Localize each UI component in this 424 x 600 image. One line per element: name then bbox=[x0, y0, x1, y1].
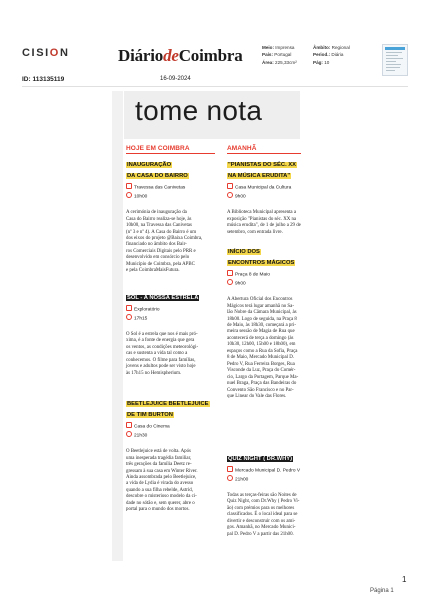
meta-row bbox=[313, 51, 350, 58]
venue-row bbox=[126, 422, 218, 431]
body-line: descobre o misterioso modelo da ci- bbox=[126, 494, 197, 500]
article-info bbox=[126, 305, 218, 323]
body-line: e pela CoimbraMaisFutura. bbox=[126, 268, 180, 274]
article-body bbox=[126, 449, 218, 514]
map-pin-icon bbox=[126, 305, 132, 311]
article-info bbox=[227, 466, 313, 484]
body-line: uma inesperada tragédia familiar, bbox=[126, 455, 192, 461]
meta-row bbox=[313, 59, 350, 66]
venue-text: Casa do Cinema bbox=[134, 424, 170, 430]
clock-icon bbox=[227, 475, 233, 481]
section-rule-right bbox=[227, 153, 301, 154]
body-line: Quiz Night, com Dr.Why ( Pedro Vi- bbox=[227, 499, 300, 505]
page-sideband bbox=[112, 91, 123, 561]
meta-row bbox=[313, 44, 350, 51]
article-body bbox=[227, 210, 313, 236]
headline-line: ENCONTROS MÁGICOS bbox=[228, 260, 295, 267]
article-info bbox=[126, 183, 218, 201]
body-line: Mágicos terá lugar amanhã no Sa- bbox=[227, 303, 294, 309]
article-headline bbox=[126, 397, 226, 419]
clock-icon bbox=[227, 279, 233, 285]
meta-key: Pág: bbox=[313, 59, 323, 65]
page-title: tome nota bbox=[135, 95, 263, 126]
body-line: O Sol é a estrela que nos é mais pró- bbox=[126, 332, 198, 338]
body-line: meira sessão de Magia de Rua que bbox=[227, 329, 295, 335]
time-row bbox=[227, 279, 313, 288]
time-text: 21h30 bbox=[134, 433, 148, 439]
time-row bbox=[227, 475, 313, 484]
meta-right bbox=[313, 44, 350, 66]
meta-value: Portugal bbox=[274, 52, 292, 58]
article-info bbox=[126, 422, 218, 440]
meta-value: Regional bbox=[331, 45, 350, 50]
newspaper-masthead bbox=[118, 46, 243, 66]
meta-key: Meio: bbox=[262, 45, 274, 50]
body-line: às 17h15 no Hemispherium. bbox=[126, 370, 182, 376]
masthead-part-b: Coimbra bbox=[178, 46, 243, 65]
body-line: três gerações da família Deetz re- bbox=[126, 462, 192, 468]
meta-value: 225,33cm² bbox=[275, 59, 297, 65]
body-line: dade no sótão e, sem querer, abre o bbox=[126, 500, 195, 506]
page-thumbnail bbox=[382, 44, 408, 76]
headline-line: INAUGURAÇÃO bbox=[127, 162, 172, 168]
headline-line: DA CASA DO BAIRRO bbox=[127, 173, 188, 180]
time-row bbox=[126, 192, 218, 201]
right-article-1 bbox=[227, 158, 313, 236]
publication-date: 16-09-2024 bbox=[160, 76, 191, 82]
time-text: 9h00 bbox=[235, 281, 246, 287]
section-rule-left bbox=[126, 153, 215, 154]
venue-text: Praça 8 de Maio bbox=[235, 272, 270, 278]
headline-line: BEETLEJUICE BEETLEJUICE bbox=[127, 401, 209, 407]
body-line: acontecerá de terça a domingo (às bbox=[227, 335, 294, 341]
meta-key: País: bbox=[262, 52, 273, 58]
cision-logo-o: O bbox=[49, 47, 60, 59]
meta-key: Área: bbox=[262, 59, 274, 65]
article-body bbox=[126, 332, 218, 377]
body-line: cio, Largo da Portagem, Parque Ma- bbox=[227, 374, 299, 380]
clip-id: ID: 113135119 bbox=[22, 76, 65, 83]
article-info bbox=[227, 183, 313, 201]
right-article-2 bbox=[227, 245, 313, 400]
body-line: 10h00, na Travessa das Canivetas bbox=[126, 223, 192, 229]
body-line: setembro, com entrada livre. bbox=[227, 229, 283, 235]
body-line: Casa do Bairro realiza-se hoje, às bbox=[126, 216, 192, 222]
headline-line: INÍCIO DOS bbox=[228, 249, 260, 255]
map-pin-icon bbox=[227, 183, 233, 189]
body-line: desenvolvido em consórcio pelo bbox=[126, 255, 190, 261]
body-line: nuel Braga, Praça das Bandeiras do bbox=[227, 381, 297, 387]
time-text: 10h00 bbox=[134, 194, 148, 200]
headline-line: "PIANISTAS DO SÉC. XX bbox=[228, 162, 297, 168]
article-body bbox=[227, 297, 313, 400]
body-line: gressam à sua casa em Winter River. bbox=[126, 468, 198, 474]
headline-line: SOL - A NOSSA ESTRELA bbox=[127, 295, 199, 301]
masthead-part-a: Diário bbox=[118, 46, 164, 65]
footer-page-number: 1 bbox=[402, 575, 407, 584]
cision-logo-part-a: CISI bbox=[22, 47, 50, 59]
time-text: 17h15 bbox=[134, 316, 148, 322]
map-pin-icon bbox=[227, 270, 233, 276]
left-article-2 bbox=[126, 291, 218, 377]
body-line: portal para o mundo dos mortos. bbox=[126, 507, 190, 513]
cision-logo bbox=[22, 47, 70, 59]
body-line: Município de Coimbra, pela APBC bbox=[126, 261, 195, 267]
venue-row bbox=[227, 183, 313, 192]
body-line: música erudita", de 1 de julho a 29 de bbox=[227, 223, 301, 229]
section-title-amanha: AMANHÃ bbox=[227, 145, 257, 152]
body-line: quando a sua filha rebelde, Astrid, bbox=[126, 487, 193, 493]
body-line: 8 de Maio, Mercado Municipal D. bbox=[227, 355, 294, 361]
left-article-1 bbox=[126, 158, 218, 275]
venue-text: Mercado Municipal D. Pedro V bbox=[235, 468, 301, 474]
body-line: classificados. É o local ideal para se bbox=[227, 512, 298, 518]
venue-text: Travessa das Canivetas bbox=[134, 185, 186, 191]
body-line: A cerimónia de inauguração da bbox=[126, 210, 187, 216]
article-body bbox=[227, 493, 313, 538]
venue-text: Exploratório bbox=[134, 307, 160, 313]
meta-value: 10 bbox=[324, 59, 330, 65]
article-info bbox=[227, 270, 313, 288]
venue-row bbox=[227, 270, 313, 279]
venue-row bbox=[126, 183, 218, 192]
clock-icon bbox=[126, 314, 132, 320]
time-row bbox=[227, 192, 313, 201]
meta-key: Period.: bbox=[313, 52, 331, 58]
body-line: Ainda assombrada pelo Beetlejuice, bbox=[126, 475, 197, 481]
article-body bbox=[126, 210, 218, 275]
venue-row bbox=[227, 466, 313, 475]
body-line: 10h30, 12h00, 15h00 e 18h00), em bbox=[227, 342, 296, 348]
article-headline bbox=[126, 291, 226, 302]
body-line: ros Comerciais Digitais pelo PRR e bbox=[126, 248, 196, 254]
headline-line: NA MÚSICA ERUDITA" bbox=[228, 173, 291, 180]
map-pin-icon bbox=[126, 422, 132, 428]
article-headline bbox=[227, 245, 327, 267]
time-text: 21h00 bbox=[235, 477, 249, 483]
body-line: conhecemos. O filme para famílias, bbox=[126, 357, 196, 363]
body-line: espaços como a Rua da Sofia, Praça bbox=[227, 348, 298, 354]
body-line: ão) com prémios para os melhores bbox=[227, 505, 295, 511]
time-row bbox=[126, 431, 218, 440]
cision-logo-part-b: N bbox=[59, 47, 70, 59]
body-line: Todas as terças-feiras são Noites de bbox=[227, 493, 297, 499]
body-line: dos eixos do projeto @Baixa Coimbra, bbox=[126, 236, 203, 242]
meta-left bbox=[262, 44, 297, 66]
body-line: Convento São Francisco e no Par- bbox=[227, 387, 294, 393]
article-headline bbox=[126, 158, 226, 180]
meta-row bbox=[262, 59, 297, 66]
meta-key: Âmbito: bbox=[313, 45, 331, 50]
headline-line: QUIZ NIGHT ( DR.WHY) bbox=[228, 456, 293, 462]
body-line: A Biblioteca Municipal apresenta a bbox=[227, 210, 296, 216]
left-article-3 bbox=[126, 397, 218, 514]
body-line: exposição "Pianistas do séc. XX na bbox=[227, 216, 297, 222]
venue-text: Casa Municipal da Cultura bbox=[235, 185, 292, 191]
headline-line: DE TIM BURTON bbox=[127, 412, 173, 419]
body-line: que Linear do Vale das Flores. bbox=[227, 394, 287, 400]
masthead-de: de bbox=[163, 46, 179, 65]
map-pin-icon bbox=[227, 466, 233, 472]
meta-value: Diária bbox=[331, 52, 344, 58]
body-line: xima, é a fonte de energia que gera bbox=[126, 338, 195, 344]
body-line: divertir e desconstruir com os ami- bbox=[227, 518, 296, 524]
venue-row bbox=[126, 305, 218, 314]
body-line: pal D. Pedro V a partir das 21h00. bbox=[227, 531, 294, 537]
body-line: Visconde da Luz, Praça do Comér- bbox=[227, 368, 296, 374]
time-row bbox=[126, 314, 218, 323]
article-headline bbox=[227, 158, 327, 180]
clock-icon bbox=[126, 431, 132, 437]
time-text: 9h00 bbox=[235, 194, 246, 200]
map-pin-icon bbox=[126, 183, 132, 189]
body-line: a vida de Lydia é virada do avesso bbox=[126, 481, 194, 487]
body-line: de Maio, às 18h30, começará a pri- bbox=[227, 323, 296, 329]
body-line: jovens e adultos pode ser visto hoje bbox=[126, 364, 196, 370]
right-article-3 bbox=[227, 452, 313, 538]
meta-value: Imprensa bbox=[275, 45, 295, 50]
body-line: 18h00. Logo de seguida, na Praça 8 bbox=[227, 316, 297, 322]
body-line: A Abertura Oficial dos Encontros bbox=[227, 297, 293, 303]
meta-row bbox=[262, 51, 297, 58]
body-line: cas e sustenta a vida tal como a bbox=[126, 351, 188, 357]
body-line: gos. Amanhã, no Mercado Munici- bbox=[227, 525, 296, 531]
clock-icon bbox=[126, 192, 132, 198]
body-line: O Beetlejuice está de volta. Após bbox=[126, 449, 191, 455]
body-line: Pedro V, Rua Ferreira Borges, Rua bbox=[227, 361, 295, 367]
footer-page-label: Página 1 bbox=[370, 588, 394, 594]
body-line: lão Nobre da Câmara Municipal, às bbox=[227, 310, 297, 316]
clock-icon bbox=[227, 192, 233, 198]
header-divider bbox=[22, 86, 408, 87]
article-headline bbox=[227, 452, 327, 463]
body-line: financiado no âmbito dos Bair- bbox=[126, 242, 187, 248]
body-line: os ventos, as condições meteorológi- bbox=[126, 344, 199, 350]
meta-row bbox=[262, 44, 297, 51]
section-title-hoje: HOJE EM COIMBRA bbox=[126, 145, 190, 152]
body-line: (nº 3 e nº 4). A Casa do Bairro é um bbox=[126, 229, 196, 235]
